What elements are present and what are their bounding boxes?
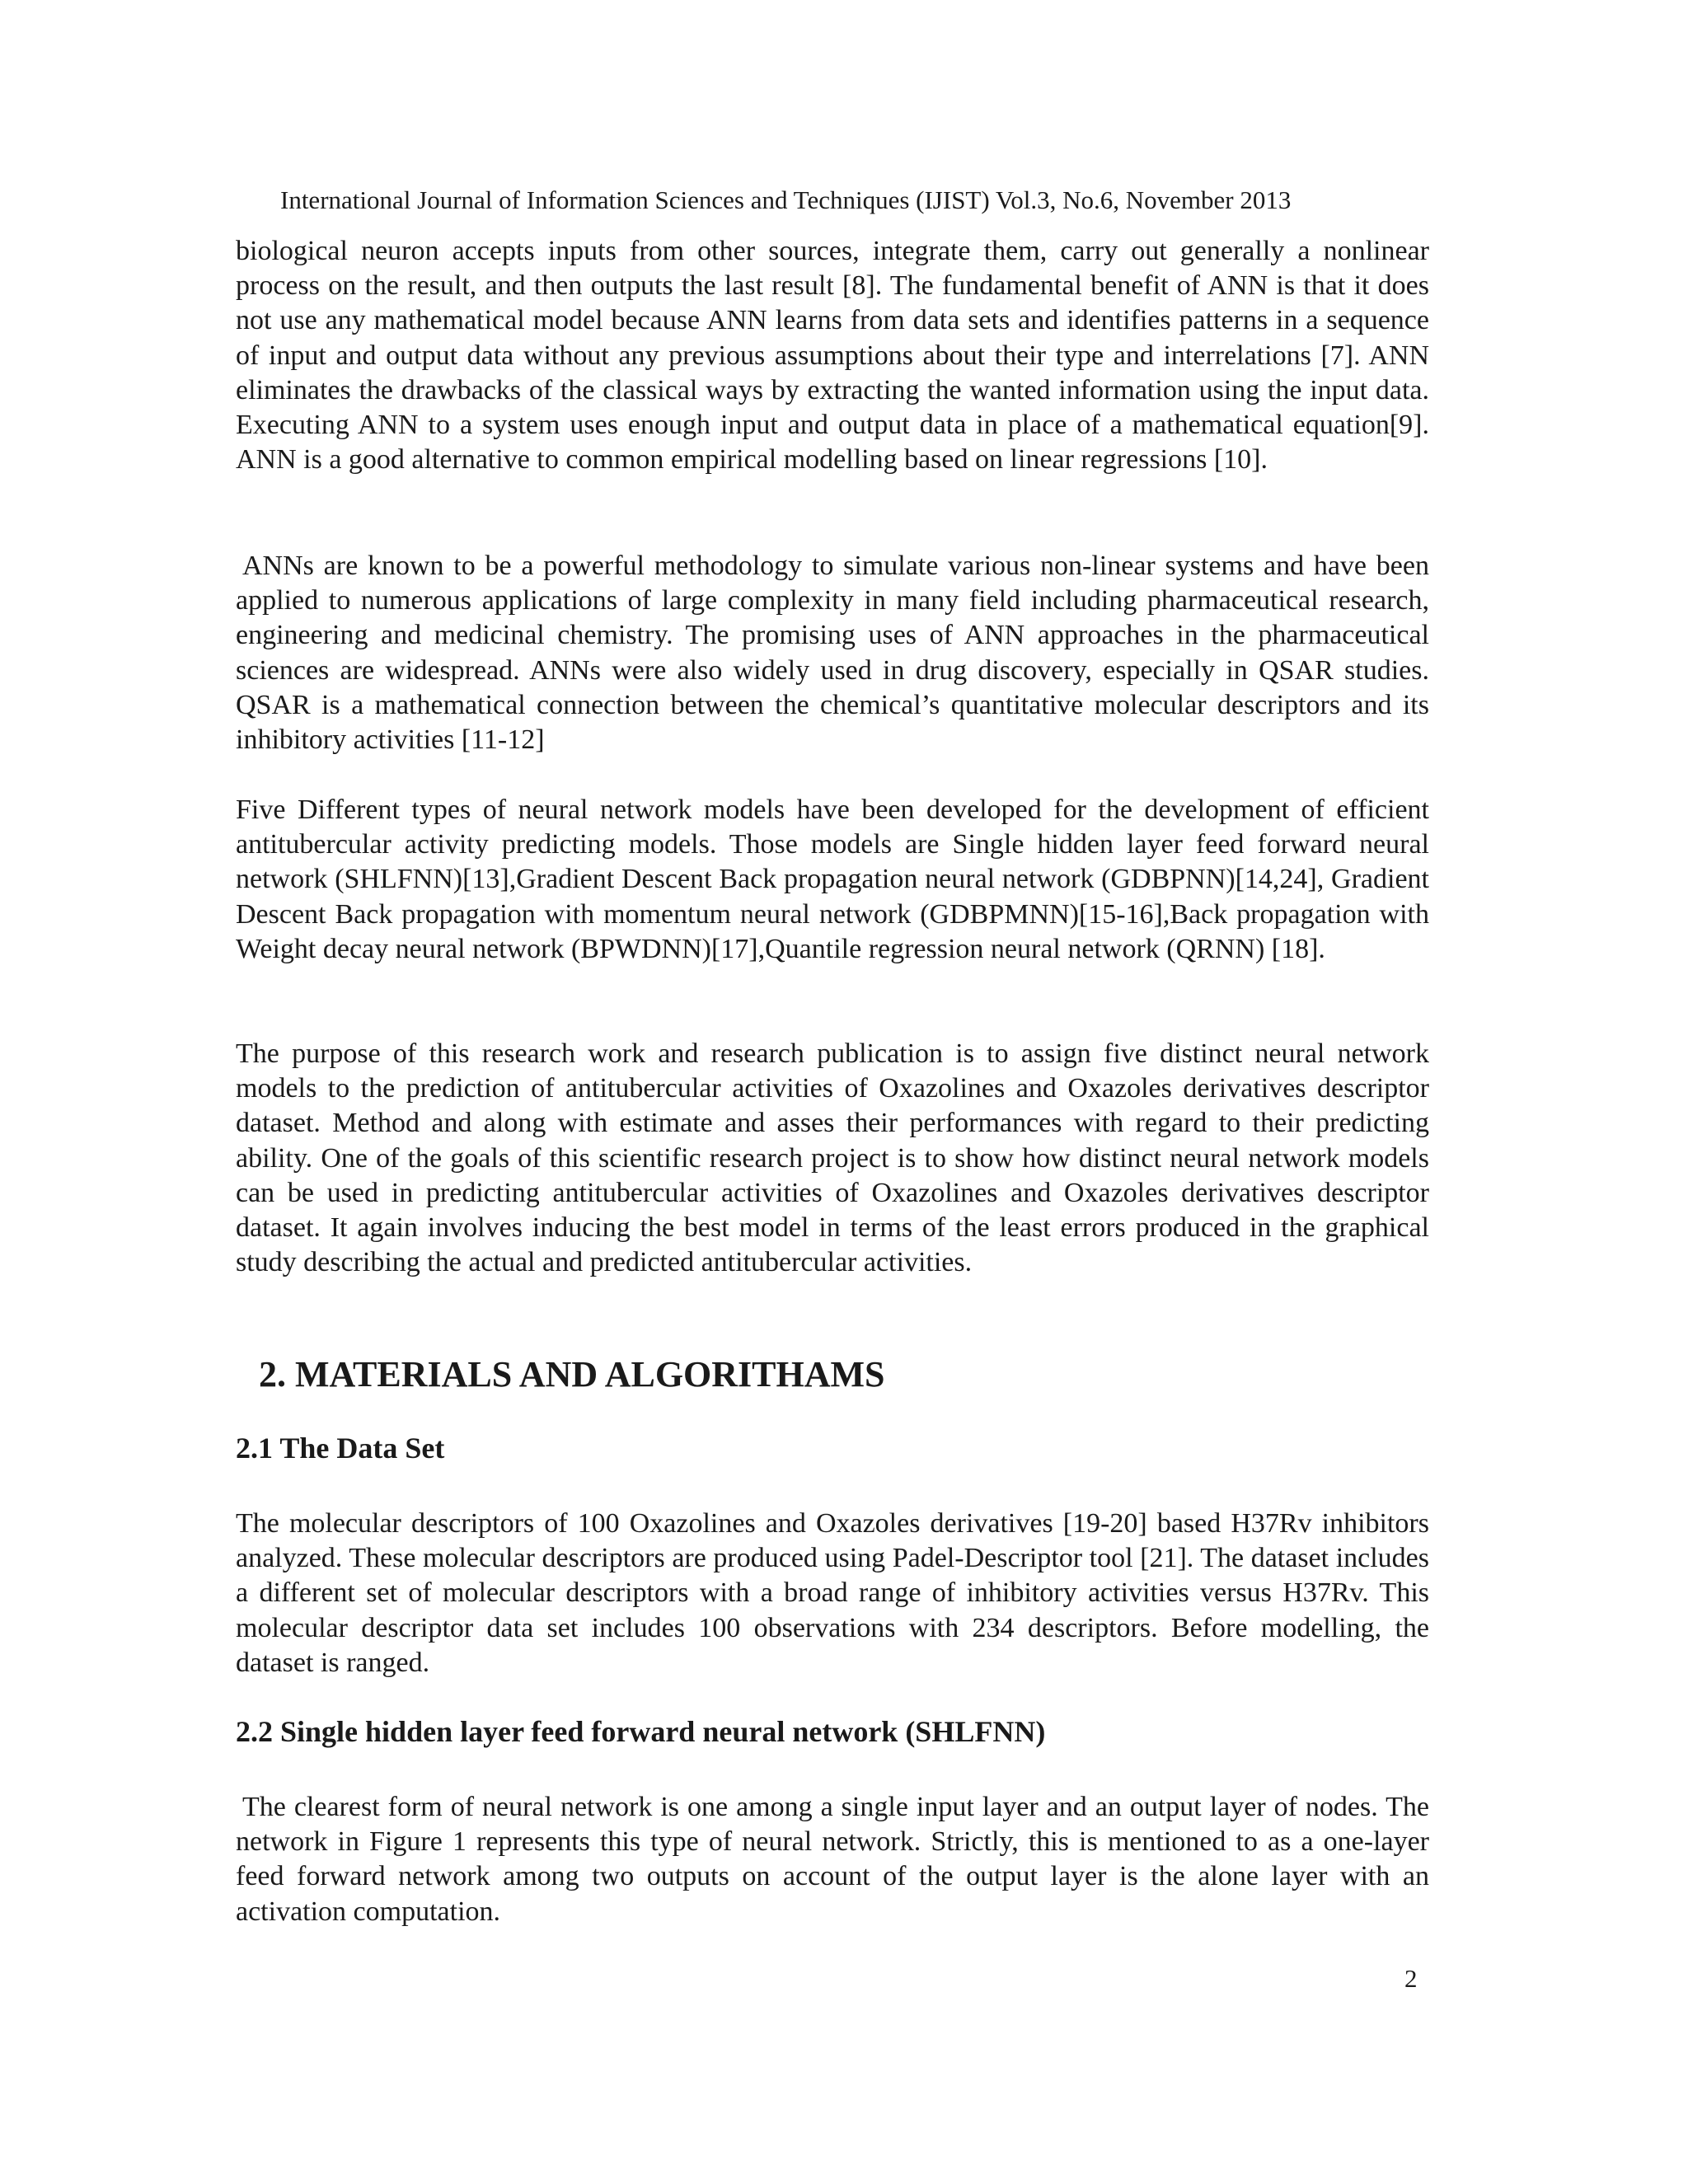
page-number: 2 [1404, 1964, 1418, 1993]
running-header: International Journal of Information Sciences and Techniques (IJIST) Vol.3, No.6, November 2013 [280, 185, 1292, 214]
paragraph-research-purpose: The purpose of this research work and research publication is to assign five distinct neural network models to the prediction of antitubercular activities of Oxazolines and Oxazoles derivatives descriptor dataset. Method and along with estimate and asses their performances with regard to their predicting ability. One of the goals of this scientific research project is to show how distinct neural network models can be used in predicting antitubercular activities of Oxazolines and Oxazoles derivatives descriptor dataset. It again involves inducing the best model in terms of the least errors produced in the graphical study describing the actual and predicted antitubercular activities. [236, 1038, 1429, 1278]
paragraph-shlfnn: The clearest form of neural network is one among a single input layer and an output layer of nodes. The network in Figure 1 represents this type of neural network. Strictly, this is mentioned to as a one-layer feed forward network among two outputs on account of the output layer is the alone layer with an activation computation. [236, 1792, 1429, 1927]
paragraph-network-models: Five Different types of neural network models have been developed for the development of efficient antitubercular activity predicting models. Those models are Single hidden layer feed forward neural network (SHLFNN)[13],Gradient Descent Back propagation neural network (GDBPNN)[14,24], Gradient Descent Back propagation with momentum neural network (GDBPMNN)[15-16],Back propagation with Weight decay neural network (BPWDNN)[17],Quantile regression neural network (QRNN) [18]. [236, 794, 1429, 964]
subsection-heading-shlfnn: 2.2 Single hidden layer feed forward neural network (SHLFNN) [236, 1715, 1046, 1748]
paragraph-ann-benefits: biological neuron accepts inputs from other sources, integrate them, carry out generally a nonlinear process on the result, and then outputs the last result [8]. The fundamental benefit of ANN is that it does not use any mathematical model because ANN learns from data sets and identifies patterns in a sequence of input and output data without any previous assumptions about their type and interrelations [7]. ANN eliminates the drawbacks of the classical ways by extracting the wanted information using the input data. Executing ANN to a system uses enough input and output data in place of a mathematical equation[9]. ANN is a good alternative to common empirical modelling based on linear regressions [10]. [236, 236, 1429, 476]
subsection-heading-data-set: 2.1 The Data Set [236, 1432, 445, 1465]
paragraph-data-set: The molecular descriptors of 100 Oxazolines and Oxazoles derivatives [19-20] based H37Rv inhibitors analyzed. These molecular descriptors are produced using Padel-Descriptor tool [21]. The dataset includes a different set of molecular descriptors with a broad range of inhibitory activities versus H37Rv. This molecular descriptor data set includes 100 observations with 234 descriptors. Before modelling, the dataset is ranged. [236, 1508, 1429, 1678]
section-heading-materials: 2. MATERIALS AND ALGORITHAMS [259, 1354, 885, 1394]
paragraph-ann-applications: ANNs are known to be a powerful methodology to simulate various non-linear systems and have been applied to numerous applications of large complexity in many field including pharmaceutical research, engineering and medicinal chemistry. The promising uses of ANN approaches in the pharmaceutical sciences are widespread. ANNs were also widely used in drug discovery, especially in QSAR studies. QSAR is a mathematical connection between the chemical’s quantitative molecular descriptors and its inhibitory activities [11-12] [236, 551, 1429, 756]
